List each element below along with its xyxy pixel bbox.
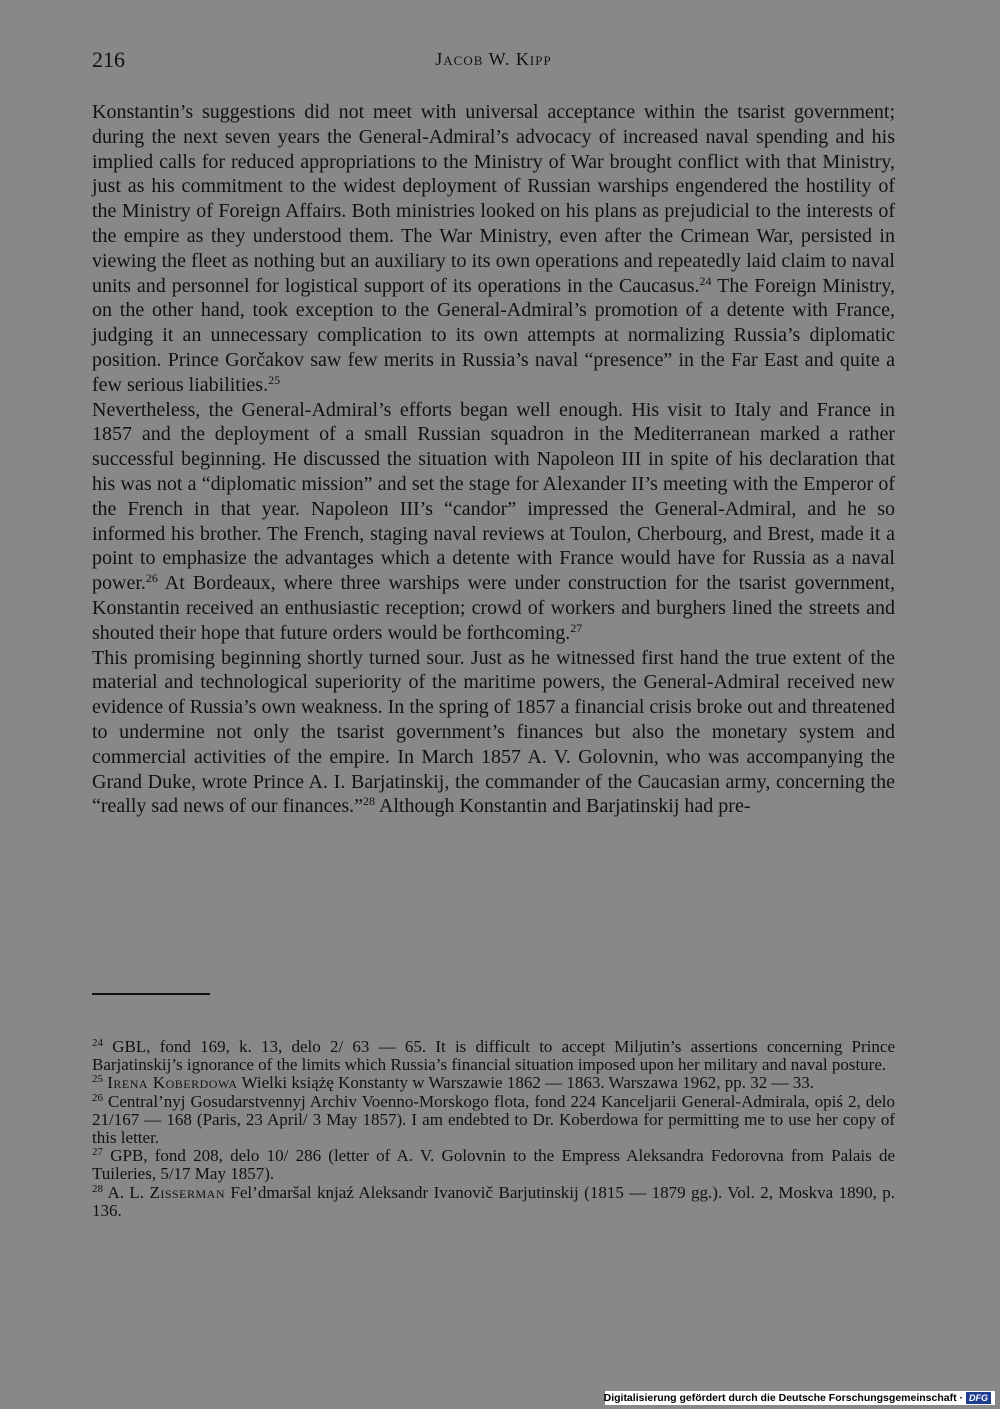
footnote-26: [92, 1093, 895, 1148]
footnote-text: Fel’dmaršal knjaź Aleksandr Ivanovič Barjutinskij (1815 — 1879 gg.). Vol. 2, Moskva 1890, p. 136.: [92, 1182, 896, 1220]
footnote-divider: [92, 993, 210, 995]
footnote-27: [92, 1147, 895, 1183]
paragraph-text: Nevertheless, the General-Admiral’s efforts began well enough. His visit to Italy and France in 1857 and the deployment of a small Russian squadron in the Mediterranean marked a rather successful beginning. He discussed the situation with Napoleon III in spite of his declaration that his was not a “diplomatic mission” and set the stage for Alexander II’s meeting with the Emperor of the French in that year. Napoleon III’s “candor” impressed the General-Admiral, and he so informed his brother. The French, staging naval reviews at Toulon, Cherbourg, and Brest, made it a point to emphasize the advantages which a detente with France would have for Russia as a naval power.: [92, 398, 895, 595]
footnote-text: GBL, fond 169, k. 13, delo 2/ 63 — 65. It is difficult to accept Miljutin’s assertions concerning Prince Barjatinskij’s ignorance of the limits which Russia’s financial situation imposed upon her military and naval posture.: [92, 1037, 895, 1075]
digitization-footer: [605, 1391, 995, 1405]
body-text: [92, 100, 895, 819]
paragraph-text: This promising beginning shortly turned sour. Just as he witnessed first hand the true extent of the material and technological superiority of the maritime powers, the General-Admiral received new evidence of Russia’s own weakness. In the spring of 1857 a financial crisis broke out and threatened to undermine not only the tsarist government’s finances but also the monetary system and commercial activities of the empire. In March 1857 A. V. Golovnin, who was accompanying the Grand Duke, wrote Prince A. I. Barjatinskij, the commander of the Caucasian army, concerning the “really sad news of our finances.”: [92, 646, 895, 818]
footnote-ref[interactable]: 28: [363, 794, 375, 809]
footnote-24: [92, 1038, 895, 1074]
footnote-28: [92, 1184, 895, 1220]
footnote-number: 24: [92, 1037, 103, 1049]
footnote-number: 27: [92, 1146, 103, 1159]
footnote-text: A. L.: [103, 1182, 150, 1202]
footnote-number: 28: [92, 1182, 103, 1195]
footnotes: [92, 1038, 895, 1220]
footnote-author: Irena Koberdowa: [107, 1073, 238, 1093]
footnote-ref[interactable]: 25: [268, 372, 281, 387]
footnote-text: Wielki książę Konstanty w Warszawie 1862 — 1863. Warszawa 1962, pp. 32 — 33.: [237, 1073, 814, 1093]
footnote-text: GPB, fond 208, delo 10/ 286 (letter of A. V. Golovnin to the Empress Aleksandra Fedorovna from Palais de Tuileries, 5/17 May 1857).: [92, 1146, 895, 1184]
paragraph-1: [92, 100, 895, 398]
paragraph-text: At Bordeaux, where three warships were under construction for the tsarist government, Konstantin received an enthusiastic reception; crowd of workers and burghers lined the streets and shouted their hope that future orders would be forthcoming.: [92, 572, 895, 644]
footnote-25: [92, 1074, 895, 1092]
paragraph-text: Konstantin’s suggestions did not meet with universal acceptance within the tsarist government; during the next seven years the General-Admiral’s advocacy of increased naval spending and his implied calls for reduced appropriations to the Ministry of War brought conflict with that Ministry, just as his commitment to the widest deployment of Russian warships engendered the hostility of the Ministry of Foreign Affairs. Both ministries looked on his plans as prejudicial to the interests of the empire as they understood them. The War Ministry, even after the Crimean War, persisted in viewing the fleet as nothing but an auxiliary to its own operations and repeatedly laid claim to naval units and personnel for logistical support of its operations in the Caucasus.: [92, 101, 895, 297]
page-header: [92, 47, 895, 77]
paragraph-2: [92, 398, 895, 646]
footnote-number: 25: [92, 1073, 103, 1086]
footnote-author: Zisserman: [149, 1182, 226, 1202]
footnote-ref[interactable]: 24: [699, 273, 712, 288]
footer-text: Digitalisierung gefördert durch die Deutsche Forschungsgemeinschaft ·: [603, 1392, 963, 1404]
footnote-text: Central’nyj Gosudarstvennyj Archiv Voenno-Morskogo flota, fond 224 Kanceljarii General-Admirala, opiś 2, delo 21/167 — 168 (Paris, 23 April/ 3 May 1857). I am endebted to Dr. Koberdowa for permitting me to use her copy of this letter.: [92, 1091, 895, 1148]
dfg-logo-icon: DFG: [966, 1392, 991, 1404]
running-head: Jacob W. Kipp: [435, 49, 552, 69]
paragraph-3: [92, 646, 895, 820]
footnote-ref[interactable]: 26: [145, 571, 158, 586]
footnote-number: 26: [92, 1091, 103, 1104]
footnote-ref[interactable]: 27: [570, 620, 583, 635]
paragraph-text: Although Konstantin and Barjatinskij had pre-: [375, 795, 751, 818]
page-number: 216: [92, 47, 125, 72]
paragraph-text: The Foreign Ministry, on the other hand, took exception to the General-Admiral’s promotion of a detente with France, judging it an unnecessary complication to its own attempts at normalizing Russia’s diplomatic position. Prince Gorčakov saw few merits in Russia’s naval “presence” in the Far East and quite a few serious liabilities.: [92, 274, 896, 396]
